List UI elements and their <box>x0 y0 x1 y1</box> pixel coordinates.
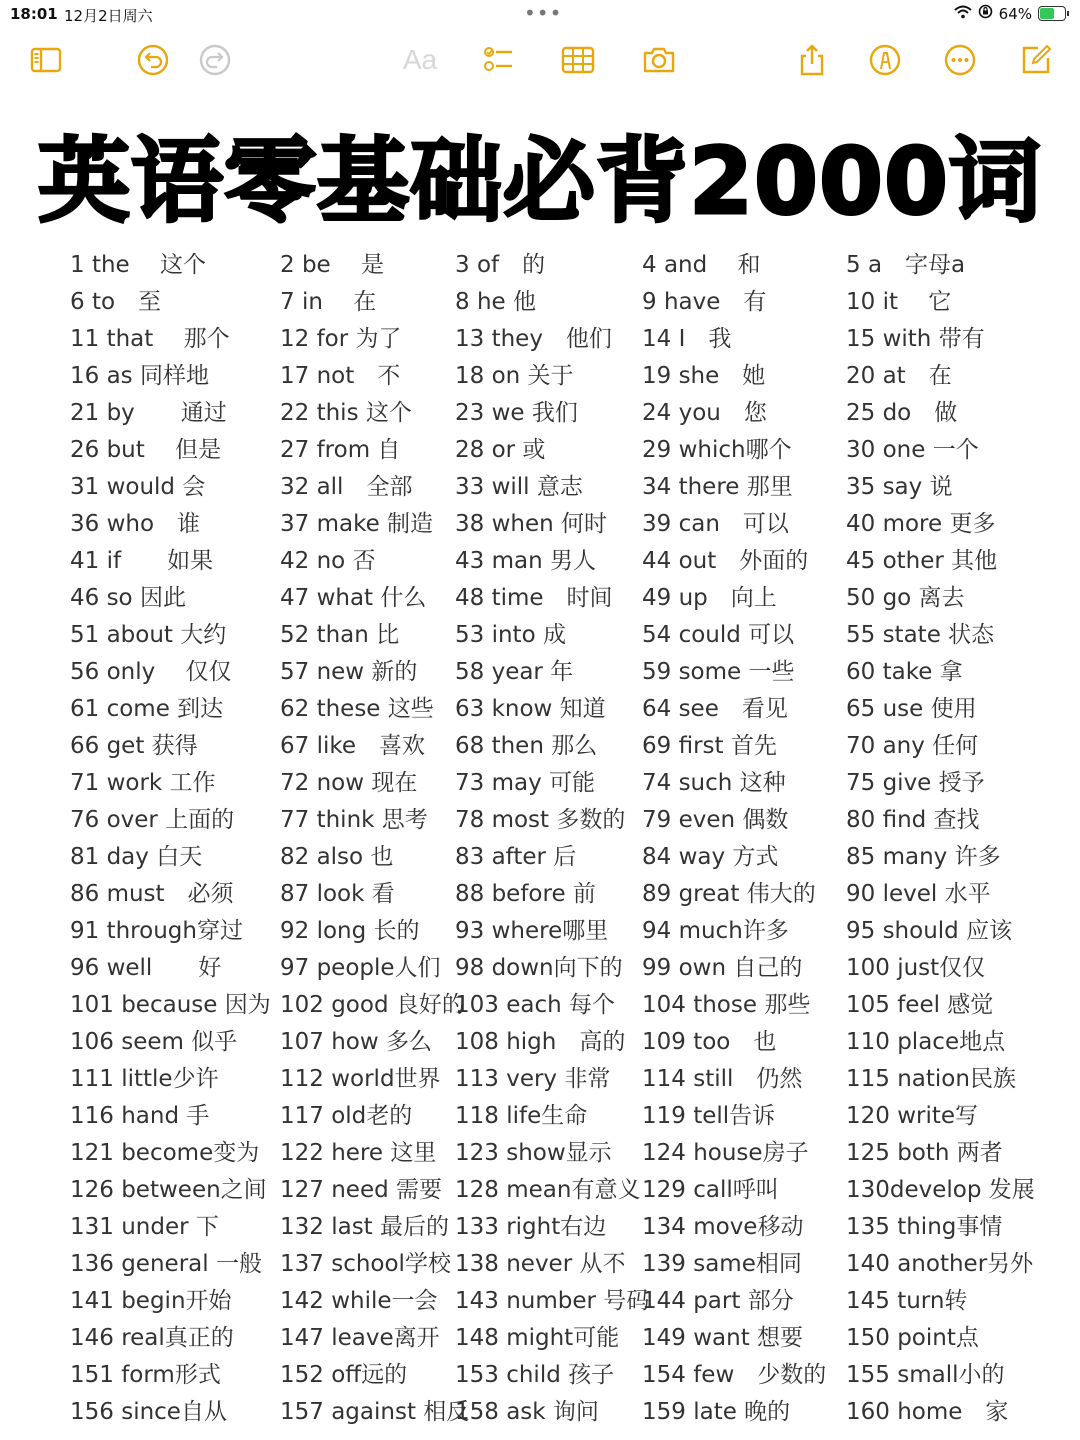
vocab-row <box>62 1172 1062 1209</box>
vocab-entry: 72 now 现在 <box>280 770 418 796</box>
vocab-entry: 45 other 其他 <box>846 548 998 574</box>
vocab-entry: 40 more 更多 <box>846 511 996 537</box>
vocab-entry: 154 few 少数的 <box>642 1362 827 1388</box>
vocab-entry: 32 all 全部 <box>280 474 413 500</box>
vocab-entry: 75 give 授予 <box>846 770 985 796</box>
vocab-entry: 31 would 会 <box>70 474 206 500</box>
vocab-entry: 1 the 这个 <box>70 252 207 278</box>
vocab-entry: 58 year 年 <box>455 659 574 685</box>
vocab-entry: 18 on 关于 <box>455 363 574 389</box>
vocab-entry: 67 like 喜欢 <box>280 733 426 759</box>
vocab-entry: 99 own 自己的 <box>642 955 803 981</box>
vocab-entry: 145 turn转 <box>846 1288 968 1314</box>
vocab-row <box>62 617 1062 654</box>
vocab-entry: 98 down向下的 <box>455 955 623 981</box>
vocab-entry: 104 those 那些 <box>642 992 811 1018</box>
vocab-entry: 151 form形式 <box>70 1362 221 1388</box>
vocab-entry: 90 level 水平 <box>846 881 991 907</box>
status-right <box>954 4 1066 23</box>
vocab-entry: 157 against 相反 <box>280 1399 470 1425</box>
vocab-entry: 85 many 许多 <box>846 844 1001 870</box>
vocab-entry: 93 where哪里 <box>455 918 609 944</box>
vocab-entry: 34 there 那里 <box>642 474 793 500</box>
vocab-entry: 134 move移动 <box>642 1214 804 1240</box>
vocab-entry: 114 still 仍然 <box>642 1066 803 1092</box>
vocab-entry: 123 show显示 <box>455 1140 612 1166</box>
page-title: 英语零基础必背2000词 <box>37 128 1043 235</box>
vocab-entry: 54 could 可以 <box>642 622 795 648</box>
vocab-entry: 133 right右边 <box>455 1214 607 1240</box>
vocab-row <box>62 580 1062 617</box>
vocab-row <box>62 1357 1062 1394</box>
battery-icon <box>1038 6 1066 21</box>
vocab-row <box>62 728 1062 765</box>
vocab-entry: 81 day 白天 <box>70 844 203 870</box>
markup-button[interactable] <box>861 36 909 84</box>
vocab-entry: 131 under 下 <box>70 1214 219 1240</box>
vocab-entry: 16 as 同样地 <box>70 363 209 389</box>
vocab-row <box>62 506 1062 543</box>
vocab-entry: 28 or 或 <box>455 437 546 463</box>
vocab-entry: 6 to 至 <box>70 289 162 315</box>
vocab-entry: 130develop 发展 <box>846 1177 1035 1203</box>
vocab-entry: 47 what 什么 <box>280 585 427 611</box>
undo-icon <box>135 42 171 78</box>
vocab-entry: 142 while一会 <box>280 1288 438 1314</box>
vocab-entry: 127 need 需要 <box>280 1177 442 1203</box>
notes-toolbar <box>0 36 1080 86</box>
vocab-row <box>62 987 1062 1024</box>
checklist-icon <box>480 42 516 78</box>
camera-button[interactable] <box>635 36 683 84</box>
vocab-row <box>62 1024 1062 1061</box>
vocab-row <box>62 1098 1062 1135</box>
vocab-row <box>62 1320 1062 1357</box>
sidebar-icon <box>28 42 64 78</box>
vocab-entry: 68 then 那么 <box>455 733 598 759</box>
vocab-entry: 2 be 是 <box>280 252 385 278</box>
more-button[interactable] <box>936 36 984 84</box>
vocab-entry: 29 which哪个 <box>642 437 792 463</box>
camera-icon <box>641 42 677 78</box>
vocab-row <box>62 247 1062 284</box>
vocab-entry: 41 if 如果 <box>70 548 214 574</box>
vocab-entry: 62 these 这些 <box>280 696 434 722</box>
vocab-entry: 39 can 可以 <box>642 511 789 537</box>
vocab-entry: 37 make 制造 <box>280 511 434 537</box>
vocab-entry: 24 you 您 <box>642 400 767 426</box>
vocab-entry: 25 do 做 <box>846 400 958 426</box>
vocab-entry: 5 a 字母a <box>846 252 966 278</box>
table-icon <box>560 42 596 78</box>
table-button[interactable] <box>554 36 602 84</box>
share-icon <box>794 42 830 78</box>
vocab-entry: 57 new 新的 <box>280 659 418 685</box>
vocab-entry: 11 that 那个 <box>70 326 230 352</box>
vocab-entry: 103 each 每个 <box>455 992 615 1018</box>
status-date: 12月2日周六 <box>64 7 153 25</box>
vocab-entry: 124 house房子 <box>642 1140 809 1166</box>
vocab-entry: 73 may 可能 <box>455 770 595 796</box>
vocab-entry: 144 part 部分 <box>642 1288 794 1314</box>
vocab-entry: 43 man 男人 <box>455 548 596 574</box>
vocab-entry: 14 I 我 <box>642 326 732 352</box>
vocab-entry: 82 also 也 <box>280 844 394 870</box>
vocab-entry: 116 hand 手 <box>70 1103 210 1129</box>
vocab-entry: 148 might可能 <box>455 1325 620 1351</box>
vocab-entry: 7 in 在 <box>280 289 377 315</box>
vocab-row <box>62 950 1062 987</box>
vocab-entry: 107 how 多么 <box>280 1029 432 1055</box>
vocab-entry: 52 than 比 <box>280 622 400 648</box>
vocab-entry: 69 first 首先 <box>642 733 777 759</box>
vocab-entry: 61 come 到达 <box>70 696 224 722</box>
vocab-entry: 150 point点 <box>846 1325 979 1351</box>
vocab-entry: 53 into 成 <box>455 622 566 648</box>
vocab-entry: 4 and 和 <box>642 252 761 278</box>
status-time: 18:01 <box>10 5 58 23</box>
vocab-entry: 109 too 也 <box>642 1029 777 1055</box>
vocab-entry: 128 mean有意义 <box>455 1177 641 1203</box>
vocab-entry: 146 real真正的 <box>70 1325 234 1351</box>
vocab-entry: 138 never 从不 <box>455 1251 626 1277</box>
vocab-entry: 35 say 说 <box>846 474 953 500</box>
vocab-grid <box>62 247 1062 1431</box>
vocab-entry: 136 general 一般 <box>70 1251 262 1277</box>
vocab-row <box>62 913 1062 950</box>
compose-icon <box>1018 42 1054 78</box>
vocab-entry: 3 of 的 <box>455 252 546 278</box>
vocab-entry: 140 another另外 <box>846 1251 1034 1277</box>
vocab-row <box>62 1394 1062 1431</box>
vocab-entry: 36 who 谁 <box>70 511 201 537</box>
vocab-entry: 122 here 这里 <box>280 1140 437 1166</box>
multitasking-dots[interactable]: ••• <box>524 1 563 25</box>
vocab-entry: 13 they 他们 <box>455 326 612 352</box>
vocab-row <box>62 432 1062 469</box>
vocab-row <box>62 1209 1062 1246</box>
vocab-entry: 50 go 离去 <box>846 585 965 611</box>
vocab-entry: 51 about 大约 <box>70 622 227 648</box>
vocab-entry: 42 no 否 <box>280 548 376 574</box>
vocab-entry: 152 off远的 <box>280 1362 408 1388</box>
vocab-row <box>62 358 1062 395</box>
vocab-entry: 33 will 意志 <box>455 474 583 500</box>
vocab-entry: 88 before 前 <box>455 881 596 907</box>
vocab-entry: 65 use 使用 <box>846 696 977 722</box>
sidebar-toggle-button[interactable] <box>22 36 70 84</box>
vocab-entry: 156 since自从 <box>70 1399 227 1425</box>
vocab-entry: 158 ask 询问 <box>455 1399 599 1425</box>
vocab-entry: 108 high 高的 <box>455 1029 626 1055</box>
vocab-entry: 96 well 好 <box>70 955 222 981</box>
vocab-entry: 135 thing事情 <box>846 1214 1003 1240</box>
vocab-entry: 97 people人们 <box>280 955 441 981</box>
vocab-entry: 112 world世界 <box>280 1066 441 1092</box>
vocab-entry: 91 through穿过 <box>70 918 243 944</box>
vocab-entry: 141 begin开始 <box>70 1288 232 1314</box>
vocab-entry: 129 call呼叫 <box>642 1177 779 1203</box>
vocab-entry: 110 place地点 <box>846 1029 1006 1055</box>
vocab-row <box>62 469 1062 506</box>
vocab-entry: 87 look 看 <box>280 881 395 907</box>
vocab-entry: 118 life生命 <box>455 1103 588 1129</box>
vocab-entry: 153 child 孩子 <box>455 1362 615 1388</box>
vocab-entry: 8 he 他 <box>455 289 536 315</box>
vocab-entry: 94 much许多 <box>642 918 789 944</box>
vocab-entry: 60 take 拿 <box>846 659 963 685</box>
undo-button[interactable] <box>129 36 177 84</box>
vocab-entry: 139 same相同 <box>642 1251 802 1277</box>
vocab-entry: 20 at 在 <box>846 363 952 389</box>
status-bar <box>0 0 1080 28</box>
vocab-entry: 66 get 获得 <box>70 733 198 759</box>
vocab-entry: 95 should 应该 <box>846 918 1013 944</box>
vocab-entry: 55 state 状态 <box>846 622 995 648</box>
vocab-entry: 137 school学校 <box>280 1251 451 1277</box>
vocab-row <box>62 395 1062 432</box>
vocab-row <box>62 1246 1062 1283</box>
vocab-entry: 71 work 工作 <box>70 770 216 796</box>
vocab-entry: 102 good 良好的 <box>280 992 465 1018</box>
vocab-row <box>62 1061 1062 1098</box>
vocab-entry: 160 home 家 <box>846 1399 1009 1425</box>
vocab-entry: 64 see 看见 <box>642 696 788 722</box>
vocab-entry: 26 but 但是 <box>70 437 222 463</box>
vocab-entry: 106 seem 似乎 <box>70 1029 238 1055</box>
format-text-icon: Aa <box>402 44 438 75</box>
vocab-row <box>62 1283 1062 1320</box>
vocab-entry: 119 tell告诉 <box>642 1103 776 1129</box>
vocab-entry: 84 way 方式 <box>642 844 779 870</box>
battery-fill <box>1040 8 1054 19</box>
more-icon <box>942 42 978 78</box>
vocab-entry: 111 little少许 <box>70 1066 219 1092</box>
vocab-entry: 143 number 号码 <box>455 1288 650 1314</box>
vocab-entry: 113 very 非常 <box>455 1066 611 1092</box>
vocab-row <box>62 654 1062 691</box>
vocab-entry: 44 out 外面的 <box>642 548 809 574</box>
share-button[interactable] <box>788 36 836 84</box>
orientation-lock-icon <box>978 4 993 23</box>
vocab-entry: 22 this 这个 <box>280 400 412 426</box>
redo-button[interactable] <box>191 36 239 84</box>
vocab-entry: 125 both 两者 <box>846 1140 1003 1166</box>
vocab-row <box>62 543 1062 580</box>
vocab-entry: 147 leave离开 <box>280 1325 440 1351</box>
vocab-row <box>62 802 1062 839</box>
redo-icon <box>197 42 233 78</box>
vocab-entry: 83 after 后 <box>455 844 577 870</box>
vocab-row <box>62 284 1062 321</box>
vocab-row <box>62 839 1062 876</box>
vocab-row <box>62 321 1062 358</box>
vocab-entry: 117 old老的 <box>280 1103 413 1129</box>
vocab-entry: 38 when 何时 <box>455 511 608 537</box>
vocab-entry: 27 from 自 <box>280 437 401 463</box>
vocab-entry: 76 over 上面的 <box>70 807 235 833</box>
vocab-entry: 100 just仅仅 <box>846 955 986 981</box>
vocab-entry: 59 some 一些 <box>642 659 795 685</box>
vocab-entry: 155 small小的 <box>846 1362 1005 1388</box>
vocab-entry: 126 between之间 <box>70 1177 267 1203</box>
vocab-entry: 9 have 有 <box>642 289 767 315</box>
vocab-entry: 46 so 因此 <box>70 585 186 611</box>
vocab-entry: 89 great 伟大的 <box>642 881 816 907</box>
vocab-entry: 70 any 任何 <box>846 733 979 759</box>
vocab-entry: 12 for 为了 <box>280 326 402 352</box>
markup-icon <box>867 42 903 78</box>
vocab-row <box>62 765 1062 802</box>
vocab-entry: 48 time 时间 <box>455 585 613 611</box>
vocab-entry: 23 we 我们 <box>455 400 578 426</box>
vocab-entry: 49 up 向上 <box>642 585 777 611</box>
vocab-entry: 115 nation民族 <box>846 1066 1016 1092</box>
checklist-button[interactable] <box>474 36 522 84</box>
vocab-entry: 92 long 长的 <box>280 918 420 944</box>
wifi-icon <box>954 5 972 23</box>
battery-percent: 64% <box>998 4 1032 23</box>
vocab-entry: 19 she 她 <box>642 363 766 389</box>
vocab-row <box>62 691 1062 728</box>
vocab-entry: 15 with 带有 <box>846 326 985 352</box>
vocab-entry: 78 most 多数的 <box>455 807 626 833</box>
format-text-button[interactable] <box>396 36 444 84</box>
vocab-entry: 105 feel 感觉 <box>846 992 994 1018</box>
vocab-entry: 120 write写 <box>846 1103 979 1129</box>
vocab-entry: 74 such 这种 <box>642 770 786 796</box>
vocab-entry: 21 by 通过 <box>70 400 227 426</box>
vocab-entry: 132 last 最后的 <box>280 1214 450 1240</box>
vocab-entry: 30 one 一个 <box>846 437 979 463</box>
vocab-row <box>62 876 1062 913</box>
vocab-entry: 56 only 仅仅 <box>70 659 232 685</box>
vocab-entry: 159 late 晚的 <box>642 1399 791 1425</box>
vocab-entry: 86 must 必须 <box>70 881 234 907</box>
vocab-entry: 77 think 思考 <box>280 807 428 833</box>
vocab-entry: 63 know 知道 <box>455 696 606 722</box>
vocab-entry: 121 become变为 <box>70 1140 260 1166</box>
compose-button[interactable] <box>1012 36 1060 84</box>
vocab-entry: 10 it 它 <box>846 289 952 315</box>
vocab-row <box>62 1135 1062 1172</box>
vocab-entry: 80 find 查找 <box>846 807 980 833</box>
vocab-entry: 17 not 不 <box>280 363 401 389</box>
vocab-entry: 149 want 想要 <box>642 1325 804 1351</box>
vocab-entry: 101 because 因为 <box>70 992 271 1018</box>
vocab-entry: 79 even 偶数 <box>642 807 789 833</box>
